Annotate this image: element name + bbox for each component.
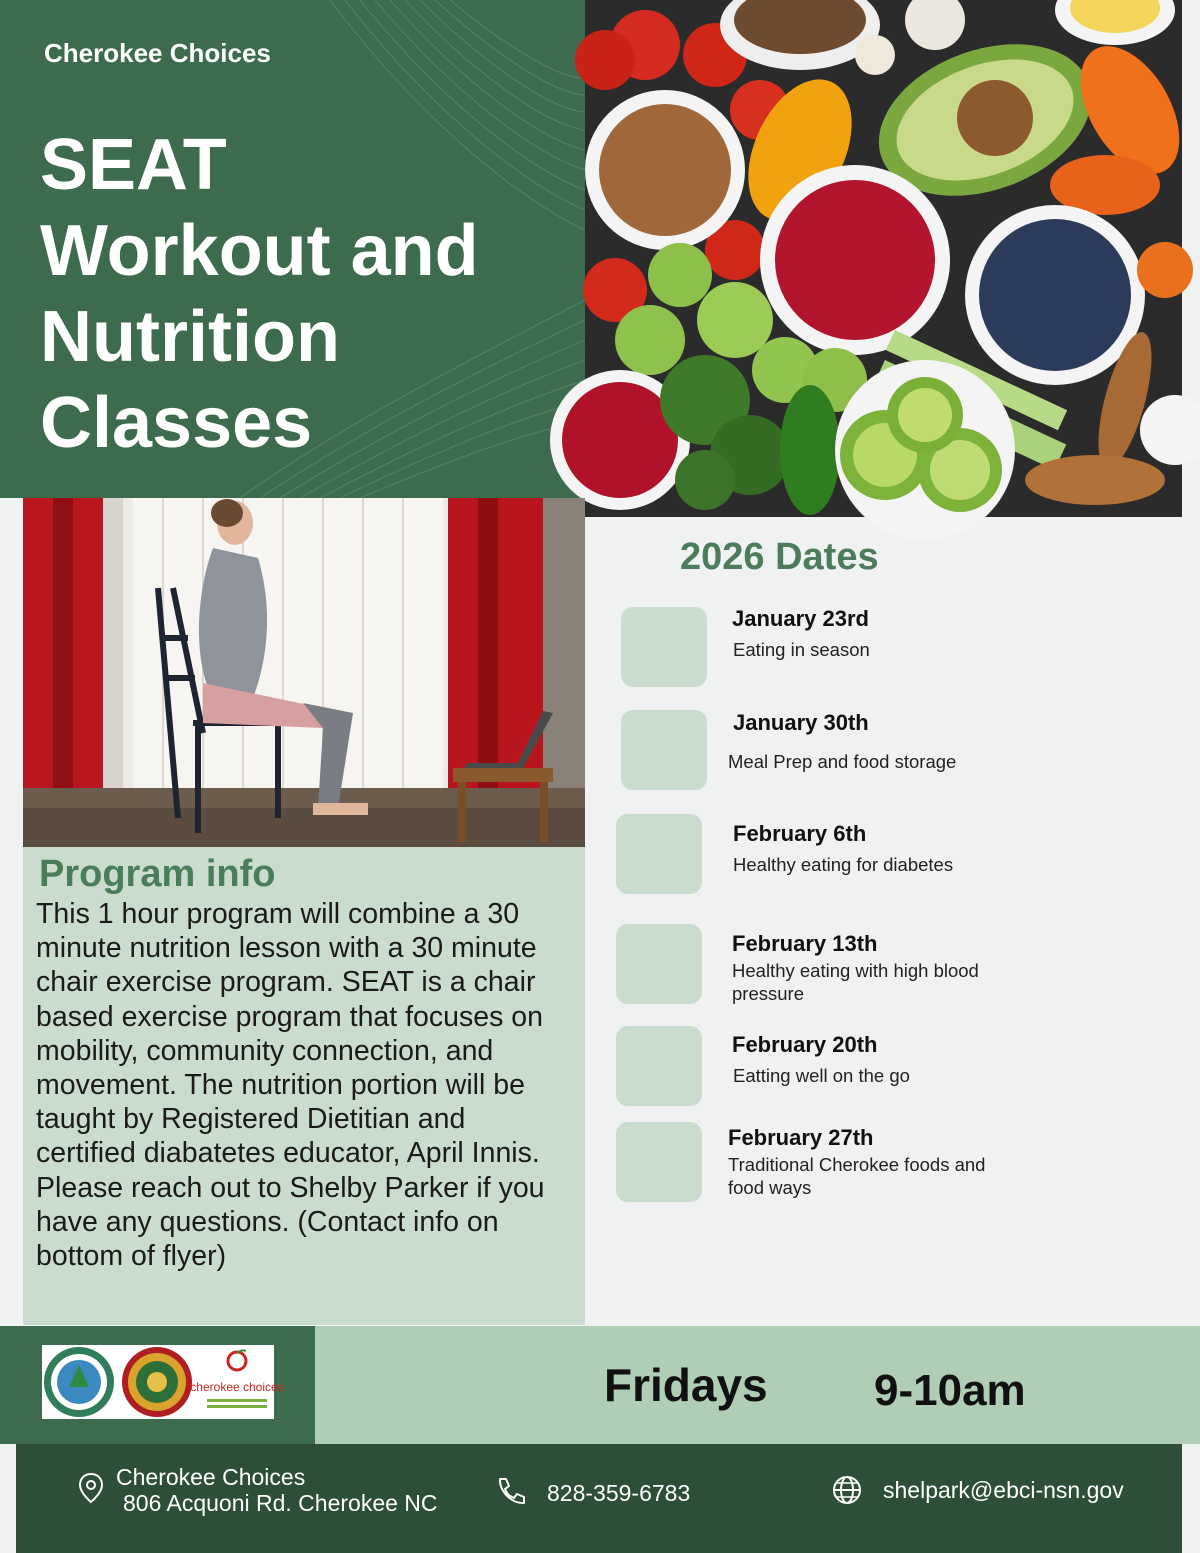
chair-exercise-photo bbox=[23, 498, 585, 847]
date-title: February 6th bbox=[733, 821, 867, 846]
date-marker-box bbox=[616, 814, 702, 894]
date-topic: Eating in season bbox=[733, 639, 870, 660]
partner-logos bbox=[42, 1345, 284, 1419]
date-title: January 30th bbox=[733, 710, 869, 735]
food-photo bbox=[585, 0, 1182, 517]
program-info-panel bbox=[23, 847, 585, 1325]
title-line: Nutrition bbox=[40, 297, 340, 377]
date-marker-box bbox=[616, 924, 702, 1004]
date-marker-box bbox=[621, 607, 707, 687]
schedule-time: 9-10am bbox=[874, 1366, 1026, 1415]
globe-icon bbox=[831, 1474, 863, 1506]
phone-icon bbox=[496, 1476, 526, 1506]
date-topic: Eatting well on the go bbox=[733, 1065, 910, 1086]
phone-number[interactable]: 828-359-6783 bbox=[547, 1480, 691, 1506]
tribal-health-seal-logo bbox=[44, 1347, 114, 1417]
date-title: February 20th bbox=[732, 1032, 878, 1057]
location-address: 806 Acquoni Rd. Cherokee NC bbox=[123, 1490, 438, 1516]
date-topic: Meal Prep and food storage bbox=[728, 751, 957, 772]
cherokee-choices-logo bbox=[190, 1350, 283, 1408]
org-name: Cherokee Choices bbox=[44, 38, 271, 68]
title-line: Classes bbox=[40, 383, 313, 463]
date-title: January 23rd bbox=[732, 606, 869, 631]
title-line: Workout and bbox=[40, 211, 479, 291]
title-line: SEAT bbox=[40, 125, 227, 205]
email-address[interactable]: shelpark@ebci-nsn.gov bbox=[883, 1477, 1124, 1503]
program-info-body: This 1 hour program will combine a 30 minute nutrition lesson with a 30 minute chair exercise program. SEAT is a chair based exercise program that focuses on mobility, community connection, and movement. The nutrition portion will be taught by Registered Dietitian and certified diabatetes educator, April Innis. Please reach out to Shelby Parker if you have any questions. (Contact info on bottom of flyer) bbox=[36, 898, 545, 1273]
date-marker-box bbox=[621, 710, 707, 790]
program-info-heading: Program info bbox=[39, 853, 276, 895]
ebci-seal-logo bbox=[122, 1347, 192, 1417]
date-topic: Healthy eating with high blood pressure bbox=[732, 960, 979, 1004]
page-title bbox=[40, 122, 580, 466]
date-topic: Traditional Cherokee foods and food ways bbox=[728, 1154, 986, 1198]
date-title: February 27th bbox=[728, 1125, 874, 1150]
svg-text:cherokee choices: cherokee choices bbox=[190, 1380, 284, 1394]
date-title: February 13th bbox=[732, 931, 878, 956]
dates-heading: 2026 Dates bbox=[680, 536, 879, 578]
location-pin-icon bbox=[78, 1472, 104, 1504]
location-name: Cherokee Choices bbox=[116, 1464, 306, 1490]
contact-footer bbox=[16, 1444, 1182, 1553]
date-marker-box bbox=[616, 1026, 702, 1106]
schedule-day: Fridays bbox=[604, 1359, 768, 1411]
date-topic: Healthy eating for diabetes bbox=[733, 854, 954, 875]
date-marker-box bbox=[616, 1122, 702, 1202]
